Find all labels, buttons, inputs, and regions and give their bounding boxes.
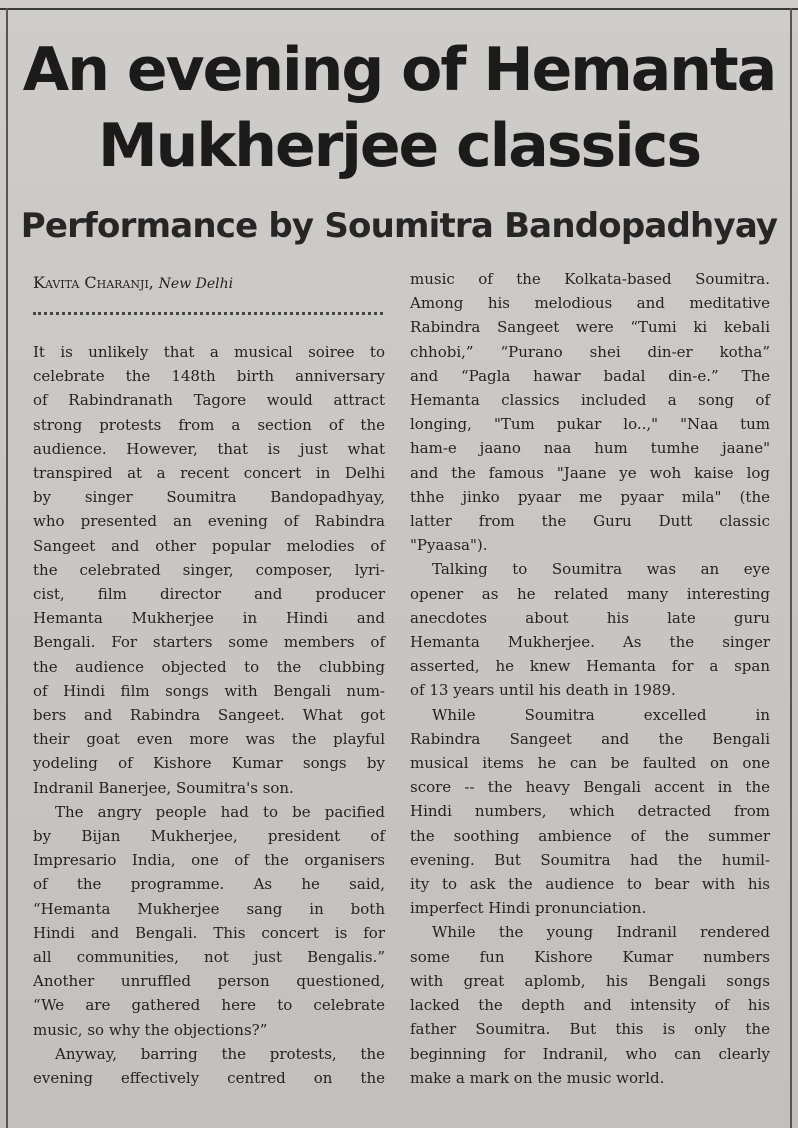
article-line: who presented an evening of Rabindra xyxy=(33,512,385,531)
article-line: Impresario India, one of the organisers xyxy=(33,851,385,870)
article-line: transpired at a recent concert in Delhi xyxy=(33,464,385,483)
article-line: Hemanta Mukherjee. As the singer xyxy=(410,633,770,652)
article-line: Talking to Soumitra was an eye xyxy=(432,560,770,579)
article-line: Indranil Banerjee, Soumitra's son. xyxy=(33,778,294,797)
article-line: their goat even more was the playful xyxy=(33,730,385,749)
article-line: by Bijan Mukherjee, president of xyxy=(33,827,385,846)
article-line: the audience objected to the clubbing xyxy=(33,657,385,676)
article-line: evening. But Soumitra had the humil- xyxy=(410,850,770,869)
article-column-1 xyxy=(33,340,385,1090)
article-line: Bengali. For starters some members of xyxy=(33,633,385,652)
article-line: Among his melodious and meditative xyxy=(410,294,770,313)
article-line: opener as he related many interesting xyxy=(410,584,770,603)
article-line: and the famous "Jaane ye woh kaise log xyxy=(410,463,770,482)
left-border xyxy=(6,8,8,1128)
article-line: musical items he can be faulted on one xyxy=(410,754,770,773)
article-line: of Rabindranath Tagore would attract xyxy=(33,391,385,410)
article-line: Hemanta classics included a song of xyxy=(410,391,770,410)
article-line: beginning for Indranil, who can clearly xyxy=(410,1044,770,1063)
article-line: Hemanta Mukherjee in Hindi and xyxy=(33,609,385,628)
article-line: "Pyaasa"). xyxy=(410,536,488,555)
article-line: father Soumitra. But this is only the xyxy=(410,1020,770,1039)
article-line: Hindi numbers, which detracted from xyxy=(410,802,770,821)
article-line: all communities, not just Bengalis.” xyxy=(33,948,385,967)
dotted-divider xyxy=(33,312,383,315)
headline-line-1: An evening of Hemanta xyxy=(22,35,776,105)
article-line: It is unlikely that a musical soiree to xyxy=(33,343,385,361)
article-line: ham-e jaano naa hum tumhe jaane" xyxy=(410,439,770,458)
article-line: latter from the Guru Dutt classic xyxy=(410,512,770,531)
article-line: While Soumitra excelled in xyxy=(432,705,770,724)
article-line: by singer Soumitra Bandopadhyay, xyxy=(33,488,385,507)
article-line: imperfect Hindi pronunciation. xyxy=(410,899,647,918)
article-line: “We are gathered here to celebrate xyxy=(33,996,385,1015)
article-line: score -- the heavy Bengali accent in the xyxy=(410,778,770,797)
article-line: While the young Indranil rendered xyxy=(432,923,770,942)
article-line: yodeling of Kishore Kumar songs by xyxy=(33,754,385,773)
article-line: celebrate the 148th birth anniversary xyxy=(33,367,385,386)
article-line: asserted, he knew Hemanta for a span xyxy=(410,657,770,676)
article-line: of 13 years until his death in 1989. xyxy=(410,681,676,700)
top-border xyxy=(0,8,798,10)
article-line: strong protests from a section of the xyxy=(33,415,385,434)
article-line: ity to ask the audience to bear with his xyxy=(410,875,770,894)
right-border xyxy=(790,8,792,1128)
article-line: Another unruffled person questioned, xyxy=(33,972,385,991)
article-line: the celebrated singer, composer, lyri- xyxy=(33,560,385,579)
article-line: “Hemanta Mukherjee sang in both xyxy=(33,899,385,918)
article-line: cist, film director and producer xyxy=(33,585,385,604)
subheadline: Performance by Soumitra Bandopadhyay xyxy=(20,206,778,246)
byline-author: Kavita Charanji, xyxy=(33,273,154,292)
article-line: longing, "Tum pukar lo..," "Naa tum xyxy=(410,415,770,434)
article-line: Anyway, barring the protests, the xyxy=(55,1044,385,1063)
byline-location: New Delhi xyxy=(158,276,234,292)
byline xyxy=(33,270,393,297)
article-line: evening effectively centred on the xyxy=(33,1069,385,1088)
headline-line-2: Mukherjee classics xyxy=(97,111,701,181)
article-line: audience. However, that is just what xyxy=(33,439,385,458)
article-line: some fun Kishore Kumar numbers xyxy=(410,947,770,966)
article-line: Sangeet and other popular melodies of xyxy=(33,536,385,555)
article-line: of Hindi film songs with Bengali num- xyxy=(33,681,385,700)
article-line: lacked the depth and intensity of his xyxy=(410,996,770,1015)
article-line: anecdotes about his late guru xyxy=(410,608,770,627)
article-line: thhe jinko pyaar me pyaar mila" (the xyxy=(410,487,770,506)
article-line: bers and Rabindra Sangeet. What got xyxy=(33,706,385,725)
article-line: Rabindra Sangeet were “Tumi ki kebali xyxy=(410,318,770,337)
article-line: music of the Kolkata-based Soumitra. xyxy=(410,270,770,288)
article-line: with great aplomb, his Bengali songs xyxy=(410,971,770,990)
article-line: of the programme. As he said, xyxy=(33,875,385,894)
article-line: The angry people had to be pacified xyxy=(55,802,385,821)
article-line: the soothing ambience of the summer xyxy=(410,826,770,845)
article-column-2 xyxy=(410,267,770,1090)
article-line: music, so why the objections?” xyxy=(33,1020,268,1039)
article-line: make a mark on the music world. xyxy=(410,1068,665,1087)
article-line: Rabindra Sangeet and the Bengali xyxy=(410,729,770,748)
headline xyxy=(20,32,778,184)
article-line: Hindi and Bengali. This concert is for xyxy=(33,923,385,942)
article-line: and “Pagla hawar badal din-e.” The xyxy=(410,366,770,385)
article-line: chhobi,” “Purano shei din-er kotha” xyxy=(410,342,770,361)
